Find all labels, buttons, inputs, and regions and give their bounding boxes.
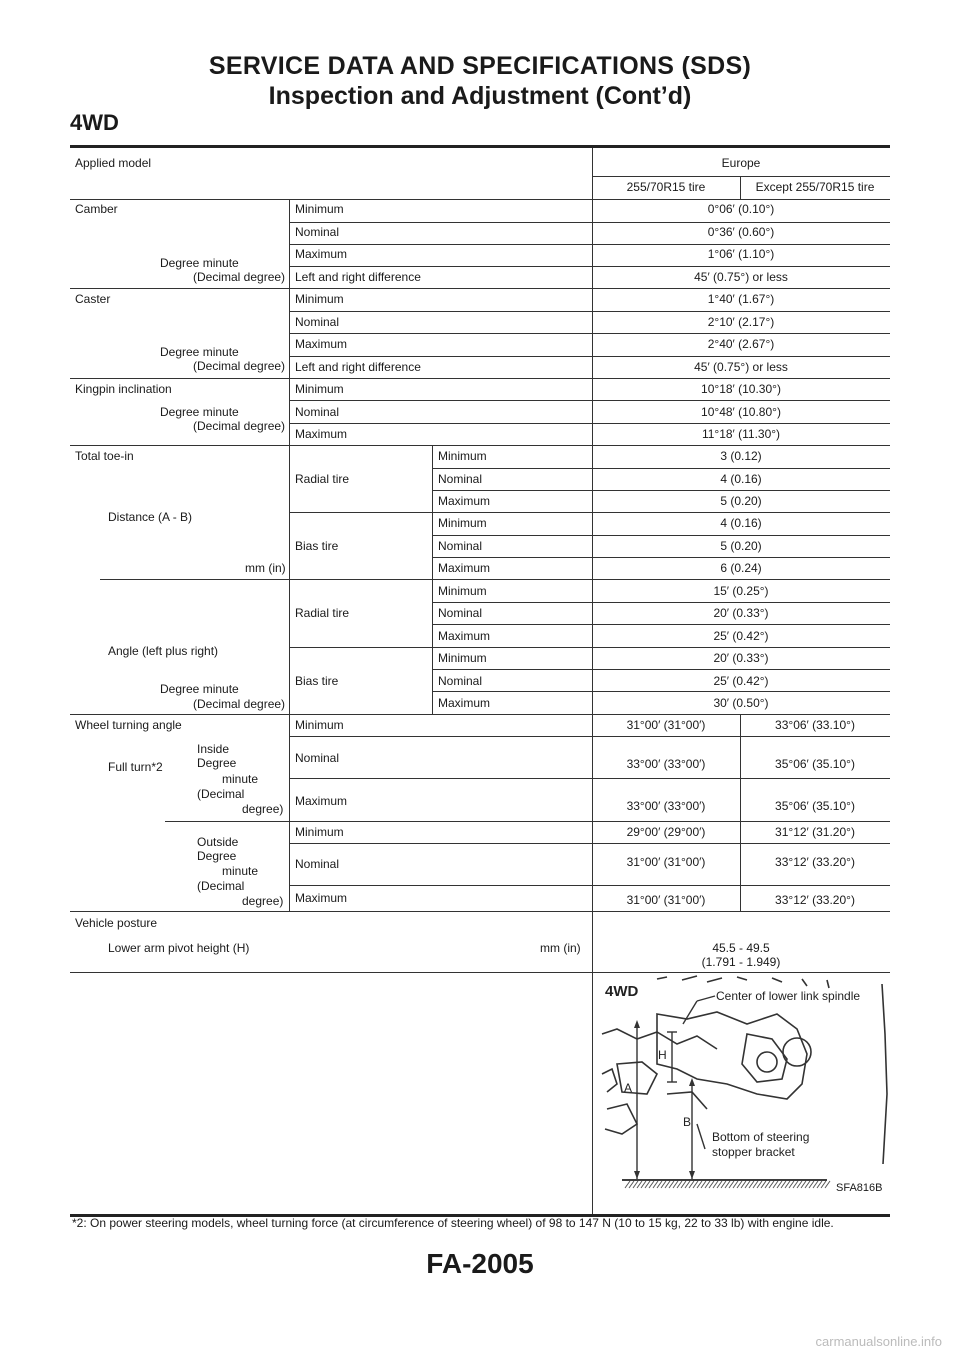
full-turn-label: Full turn*2	[108, 760, 163, 774]
outside-label: Outside	[197, 835, 239, 849]
toe-angle-unit-line2: (Decimal degree)	[193, 697, 286, 711]
pivot-height-value-in: (1.791 - 1.949)	[701, 955, 781, 969]
toe-a-r-min-label: Minimum	[438, 584, 487, 598]
inside-unit-2: minute	[222, 772, 259, 786]
caster-max-label: Maximum	[295, 337, 348, 351]
in-max-b: 35°06′ (35.10°)	[775, 799, 855, 813]
toe-a-r-nom-label: Nominal	[438, 606, 483, 620]
figure-label-b: B	[683, 1115, 692, 1129]
out-min-label: Minimum	[295, 825, 344, 839]
caster-diff-value: 45′ (0.75°) or less	[694, 360, 788, 374]
camber-unit-line2: (Decimal degree)	[193, 270, 286, 284]
toe-d-b-max-value: 6 (0.24)	[720, 561, 762, 575]
toe-a-b-nom-value: 25′ (0.42°)	[713, 674, 769, 688]
camber-max-label: Maximum	[295, 247, 348, 261]
toe-d-radial-label: Radial tire	[295, 472, 350, 486]
caster-diff-label: Left and right difference	[295, 360, 421, 374]
rule	[432, 445, 433, 714]
rule	[289, 647, 890, 648]
out-nom-label: Nominal	[295, 857, 340, 871]
watermark: carmanualsonline.info	[815, 1334, 942, 1349]
out-min-a: 29°00′ (29°00′)	[626, 825, 706, 839]
applied-model-label: Applied model	[75, 156, 152, 170]
inside-unit-1: Degree	[197, 756, 237, 770]
outside-unit-3: (Decimal	[197, 879, 245, 893]
rule	[289, 222, 890, 223]
rule	[592, 176, 890, 177]
figure-code: SFA816B	[836, 1182, 883, 1194]
toe-d-bias-label: Bias tire	[295, 539, 339, 553]
caster-max-value: 2°40′ (2.67°)	[707, 337, 775, 351]
in-nom-label: Nominal	[295, 751, 340, 765]
rule	[165, 821, 890, 822]
rule	[70, 199, 890, 200]
toe-angle-label: Angle (left plus right)	[108, 644, 219, 658]
in-max-label: Maximum	[295, 794, 348, 808]
page-header-title: SERVICE DATA AND SPECIFICATIONS (SDS)	[208, 52, 752, 80]
camber-nom-label: Nominal	[295, 225, 340, 239]
caster-unit-line2: (Decimal degree)	[193, 359, 286, 373]
page-header-subtitle: Inspection and Adjustment (Cont’d)	[268, 82, 692, 110]
kingpin-nom-label: Nominal	[295, 405, 340, 419]
toe-a-b-min-value: 20′ (0.33°)	[713, 651, 769, 665]
in-nom-a: 33°00′ (33°00′)	[626, 757, 706, 771]
toe-d-b-min-value: 4 (0.16)	[720, 516, 762, 530]
rule	[289, 885, 890, 886]
toe-a-r-nom-value: 20′ (0.33°)	[713, 606, 769, 620]
rule	[432, 624, 890, 625]
toe-distance-label: Distance (A - B)	[108, 510, 193, 524]
rule	[289, 311, 890, 312]
in-min-label: Minimum	[295, 718, 344, 732]
rule	[289, 778, 890, 779]
figure-label-bracket-1: Bottom of steering	[712, 1130, 810, 1144]
out-max-b: 33°12′ (33.20°)	[775, 893, 855, 907]
pivot-height-label: Lower arm pivot height (H)	[108, 941, 250, 955]
caster-nom-label: Nominal	[295, 315, 340, 329]
outside-unit-4: degree)	[242, 894, 284, 908]
toe-a-b-max-value: 30′ (0.50°)	[713, 696, 769, 710]
out-nom-a: 31°00′ (31°00′)	[626, 855, 706, 869]
rule	[432, 557, 890, 558]
caster-label: Caster	[75, 292, 111, 306]
toe-a-bias-label: Bias tire	[295, 674, 339, 688]
toe-d-r-nom-label: Nominal	[438, 472, 483, 486]
toe-d-b-nom-value: 5 (0.20)	[720, 539, 762, 553]
rule	[289, 736, 890, 737]
turning-label: Wheel turning angle	[75, 718, 182, 732]
rule	[70, 288, 890, 289]
toe-a-r-max-label: Maximum	[438, 629, 491, 643]
rule	[289, 199, 290, 445]
section-title: 4WD	[70, 110, 119, 135]
rule	[432, 669, 890, 670]
outside-unit-1: Degree	[197, 849, 237, 863]
camber-min-value: 0°06′ (0.10°)	[707, 202, 775, 216]
toe-angle-unit-line1: Degree minute	[160, 682, 239, 696]
toe-d-b-max-label: Maximum	[438, 561, 491, 575]
figure-label-spindle: Center of lower link spindle	[716, 989, 861, 1003]
camber-unit-line1: Degree minute	[160, 256, 239, 270]
rule	[70, 445, 890, 446]
toe-d-b-min-label: Minimum	[438, 516, 487, 530]
region-label: Europe	[721, 156, 761, 170]
rule	[592, 714, 593, 972]
toe-d-r-max-value: 5 (0.20)	[720, 494, 762, 508]
rule	[289, 244, 890, 245]
toe-a-b-max-label: Maximum	[438, 696, 491, 710]
toe-a-r-max-value: 25′ (0.42°)	[713, 629, 769, 643]
rule	[70, 714, 890, 715]
pivot-height-value: 45.5 - 49.5	[712, 941, 770, 955]
toe-a-b-min-label: Minimum	[438, 651, 487, 665]
camber-min-label: Minimum	[295, 202, 344, 216]
rule	[100, 579, 890, 580]
rule	[432, 468, 890, 469]
outside-unit-2: minute	[222, 864, 259, 878]
kingpin-unit-line1: Degree minute	[160, 405, 239, 419]
kingpin-min-value: 10°18′ (10.30°)	[701, 382, 781, 396]
page-number: FA-2005	[426, 1248, 534, 1279]
rule	[289, 266, 890, 267]
caster-min-label: Minimum	[295, 292, 344, 306]
kingpin-min-label: Minimum	[295, 382, 344, 396]
toe-label: Total toe-in	[75, 449, 134, 463]
toe-distance-unit: mm (in)	[245, 561, 286, 575]
camber-label: Camber	[75, 202, 118, 216]
toe-d-r-nom-value: 4 (0.16)	[720, 472, 762, 486]
kingpin-unit-line2: (Decimal degree)	[193, 419, 286, 433]
in-nom-b: 35°06′ (35.10°)	[775, 757, 855, 771]
toe-d-r-min-label: Minimum	[438, 449, 487, 463]
toe-d-r-min-value: 3 (0.12)	[720, 449, 762, 463]
lower-arm-pivot-figure	[597, 974, 889, 1200]
caster-nom-value: 2°10′ (2.17°)	[707, 315, 775, 329]
caster-min-value: 1°40′ (1.67°)	[707, 292, 775, 306]
col-a-header: 255/70R15 tire	[626, 180, 706, 194]
toe-a-r-min-value: 15′ (0.25°)	[713, 584, 769, 598]
kingpin-max-value: 11°18′ (11.30°)	[701, 427, 781, 441]
in-max-a: 33°00′ (33°00′)	[626, 799, 706, 813]
rule	[289, 423, 890, 424]
col-b-header: Except 255/70R15 tire	[755, 180, 875, 194]
figure-label-h: H	[658, 1048, 667, 1062]
out-max-a: 31°00′ (31°00′)	[626, 893, 706, 907]
toe-a-radial-label: Radial tire	[295, 606, 350, 620]
rule	[289, 512, 890, 513]
camber-diff-value: 45′ (0.75°) or less	[694, 270, 788, 284]
rule	[432, 602, 890, 603]
kingpin-max-label: Maximum	[295, 427, 348, 441]
toe-d-r-max-label: Maximum	[438, 494, 491, 508]
out-nom-b: 33°12′ (33.20°)	[775, 855, 855, 869]
inside-label: Inside	[197, 742, 230, 756]
in-min-a: 31°00′ (31°00′)	[626, 718, 706, 732]
rule	[70, 911, 890, 912]
rule	[289, 714, 290, 911]
figure-label-a: A	[624, 1081, 633, 1095]
kingpin-nom-value: 10°48′ (10.80°)	[701, 405, 781, 419]
rule	[289, 356, 890, 357]
rule	[592, 972, 593, 1214]
camber-max-value: 1°06′ (1.10°)	[707, 247, 775, 261]
figure-title: 4WD	[605, 983, 639, 1000]
toe-d-b-nom-label: Nominal	[438, 539, 483, 553]
rule	[289, 333, 890, 334]
footnote: *2: On power steering models, wheel turning force (at circumference of steering wheel) of 98 to 147 N (10 to 15 kg, 22 to 33 lb) with engine idle.	[72, 1216, 834, 1230]
caster-unit-line1: Degree minute	[160, 345, 239, 359]
out-min-b: 31°12′ (31.20°)	[775, 825, 855, 839]
kingpin-label: Kingpin inclination	[75, 382, 172, 396]
figure-label-bracket-2: stopper bracket	[712, 1145, 795, 1159]
rule	[432, 691, 890, 692]
camber-diff-label: Left and right difference	[295, 270, 421, 284]
rule	[289, 400, 890, 401]
rule	[289, 445, 290, 714]
in-min-b: 33°06′ (33.10°)	[775, 718, 855, 732]
rule	[289, 843, 890, 844]
camber-nom-value: 0°36′ (0.60°)	[707, 225, 775, 239]
out-max-label: Maximum	[295, 891, 348, 905]
pivot-height-unit: mm (in)	[540, 941, 581, 955]
rule	[432, 535, 890, 536]
inside-unit-4: degree)	[242, 802, 284, 816]
toe-a-b-nom-label: Nominal	[438, 674, 483, 688]
posture-label: Vehicle posture	[75, 916, 158, 930]
rule	[70, 972, 890, 973]
rule	[432, 490, 890, 491]
inside-unit-3: (Decimal	[197, 787, 245, 801]
rule	[70, 378, 890, 379]
